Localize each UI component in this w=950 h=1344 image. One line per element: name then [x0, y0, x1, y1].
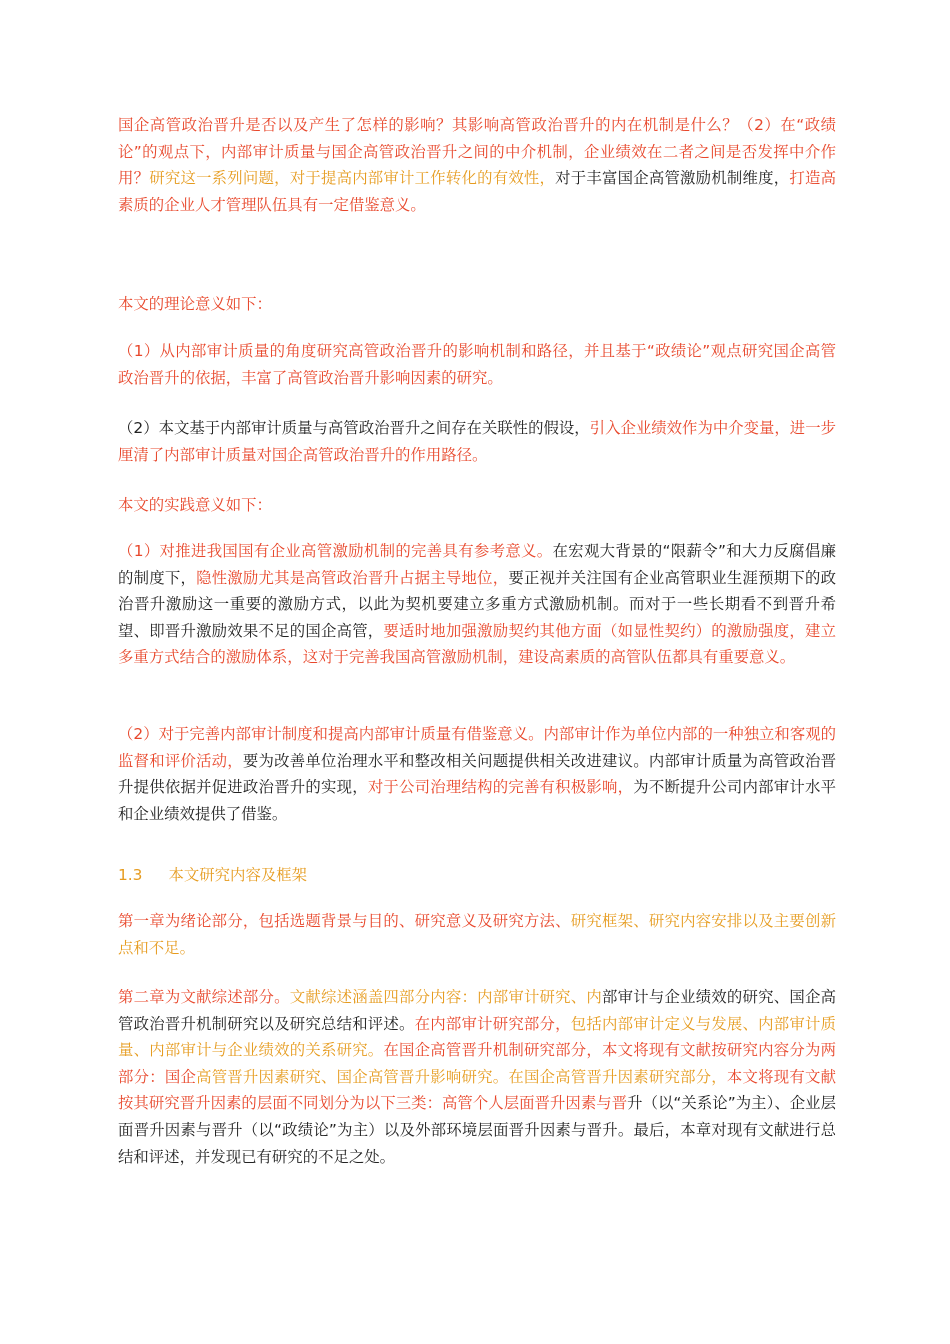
chapter-2-classification: 本文将现有文献按其研究晋升因素的层面不同划分为以下三类：高管个人层面晋升因素与晋: [118, 1067, 836, 1113]
chapter-2-paragraph: [118, 984, 836, 1170]
section-number: 1.3: [118, 866, 143, 884]
section-title: 本文研究内容及框架: [168, 866, 308, 884]
practice-item-1-highlight: 隐性激励尤其是高管政治晋升占据主导地位，: [196, 568, 509, 587]
intro-text-red-end: 打造高素质的企业人才管理队伍具有一定借鉴意义。: [118, 169, 836, 214]
theory-item-1: （1）从内部审计质量的角度研究高管政治晋升的影响机制和路径，并且基于“政绩论”观点研究国企高管政治晋升的依据，丰富了高管政治晋升影响因素的研究。: [118, 342, 836, 387]
chapter-1-paragraph: [118, 908, 836, 961]
chapter-1-highlight: 研究框架、研究内容安排以及主要创新点和不足。: [118, 912, 836, 957]
chapter-2-mechanism-part: 在国企高管晋升机制研究部分，本文将现有文献按研究内容分为两部分：国企: [118, 1041, 836, 1086]
practice-item-1-lead: （1）对推进我国国有企业高管激励机制的完善具有参考意义。: [118, 542, 553, 560]
chapter-2-audit-detail: 包括内部审计定义与发展、内部审计质量、内部审计与企业绩效的关系研究。: [118, 1014, 836, 1060]
intro-text-orange: 研究这一系列问题，对于提高内部审计工作转化的有效性，: [149, 169, 556, 188]
practice-item-2-body: 要为改善单位治理水平和整改相关问题提供相关改进建议。内部审计质量为高管政治晋升提供依据并促进政治晋升的实现，: [118, 751, 836, 797]
practice-item-2-end: 为不断提升公司内部审计水平和企业绩效提供了借鉴。: [118, 778, 836, 823]
practice-heading: 本文的实践意义如下：: [118, 496, 272, 514]
section-heading: [118, 862, 307, 889]
intro-text-black: 对于丰富国企高管激励机制维度，: [555, 169, 790, 188]
theory-item-2-highlight: 引入企业绩效作为中介变量，进一步厘清了内部审计质量对国企高管政治晋升的作用路径。: [118, 419, 836, 464]
practice-item-1-body: 要正视并关注国有企业高管职业生涯预期下的政治晋升激励这一重要的激励方式，以此为契机要建立多重方式激励机制。而对于一些长期看不到晋升希望、即晋升激励效果不足的国企高管，: [118, 568, 836, 640]
theory-item-2: [118, 415, 836, 468]
chapter-2-lead: 第二章为文献综述部分。: [118, 988, 290, 1006]
intro-text-red: 国企高管政治晋升是否以及产生了怎样的影响？其影响高管政治晋升的内在机制是什么？（2）在“政绩论”的观点下，内部审计质量与国企高管政治晋升之间的中介机制，企业绩效在二者之间是否发挥中介作用？: [118, 116, 836, 188]
chapter-2-conclusion: 升（以“关系论”为主）、企业层面晋升因素与晋升（以“政绩论”为主）以及外部环境层面晋升因素与晋升。最后，本章对现有文献进行总结和评述，并发现已有研究的不足之处。: [118, 1094, 836, 1166]
chapter-1-text: 第一章为绪论部分，包括选题背景与目的、研究意义及研究方法、: [118, 912, 571, 930]
theory-heading: 本文的理论意义如下：: [118, 295, 272, 313]
practice-item-2: [118, 721, 836, 827]
chapter-2-scope-cont: 部审计与企业绩效的研究、国企高管政治晋升机制研究以及研究总结和评述。: [118, 988, 836, 1033]
theory-item-2-text: （2）本文基于内部审计质量与高管政治晋升之间存在关联性的假设，: [118, 419, 590, 437]
chapter-2-mechanism-detail: 高管晋升因素研究、国企高管晋升影响研究。在国企高管晋升因素研究部分，: [196, 1067, 727, 1086]
chapter-2-audit-part: 在内部审计研究部分，: [414, 1014, 571, 1033]
chapter-2-scope: 文献综述涵盖四部分内容：内部审计研究、内: [289, 988, 603, 1006]
practice-item-2-highlight: 对于公司治理结构的完善有积极影响，: [367, 778, 634, 797]
practice-item-1-conclusion: 要适时地加强激励契约其他方面（如显性契约）的激励强度，建立多重方式结合的激励体系，这对于完善我国高管激励机制，建设高素质的高管队伍都具有重要意义。: [118, 621, 836, 667]
practice-item-2-lead: （2）对于完善内部审计制度和提高内部审计质量有借鉴意义。内部审计作为单位内部的一种独立和客观的监督和评价活动，: [118, 725, 836, 770]
intro-paragraph: [118, 112, 836, 218]
practice-item-1: [118, 538, 836, 671]
practice-item-1-context: 在宏观大背景的“限薪令”和大力反腐倡廉的制度下，: [118, 542, 836, 587]
